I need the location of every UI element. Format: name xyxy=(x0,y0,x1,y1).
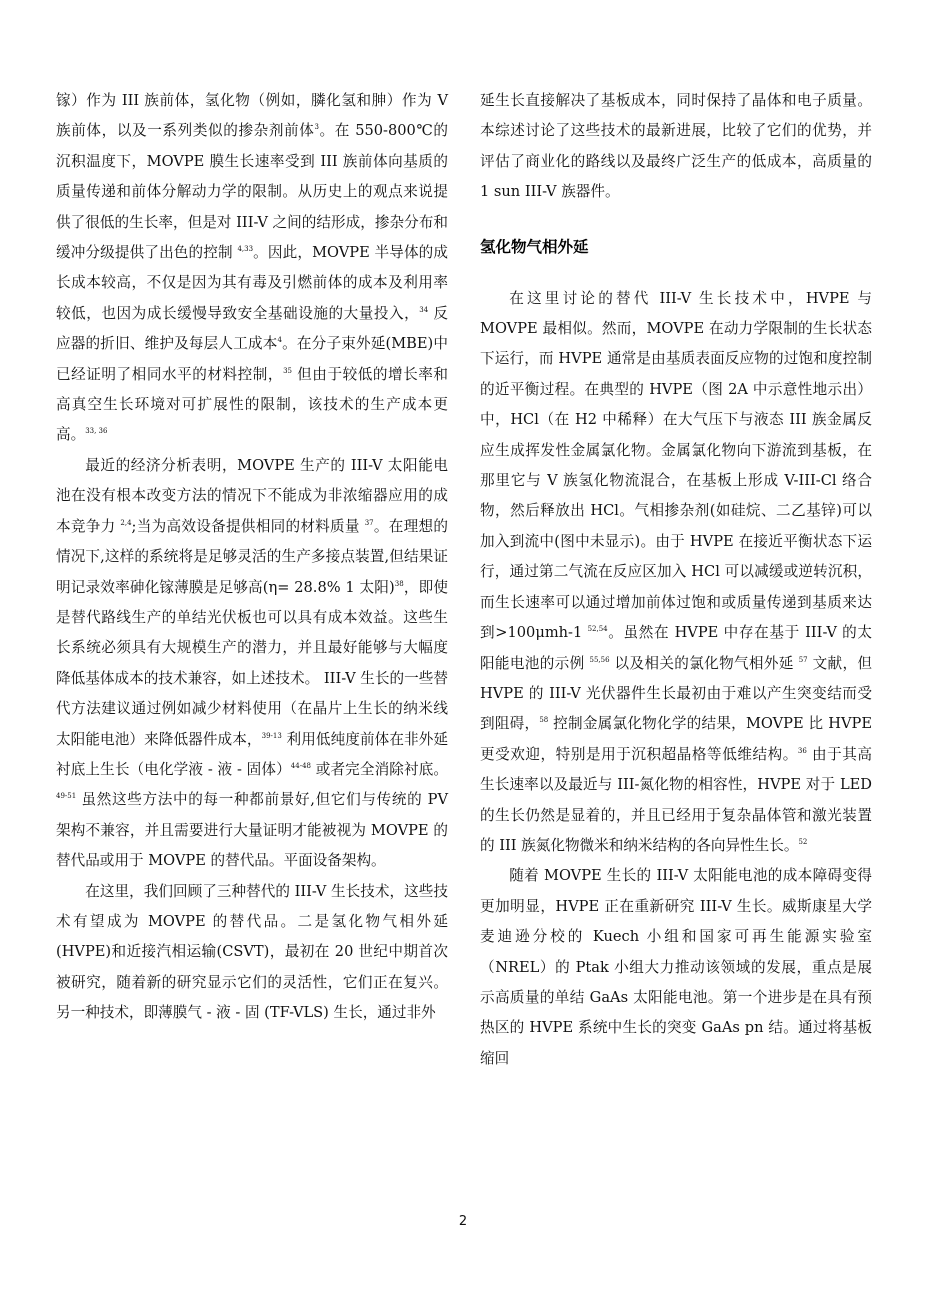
citation-ref: 44-48 xyxy=(290,761,311,770)
citation-ref: 4,33 xyxy=(237,245,254,254)
paragraph: 延生长直接解决了基板成本，同时保持了晶体和电子质量。本综述讨论了这些技术的最新进展，比较了它们的优势，并评估了商业化的路线以及最终广泛生产的低成本，高质量的 1 sun III-V 族器件。 xyxy=(480,92,872,201)
citation-ref: 55,56 xyxy=(589,655,610,664)
citation-ref: 35 xyxy=(283,366,292,375)
page-number: 2 xyxy=(458,1214,468,1229)
citation-ref: 33, 36 xyxy=(85,427,108,436)
citation-ref: 52 xyxy=(798,837,808,846)
citation-ref: 39-13 xyxy=(261,731,282,740)
citation-ref: 52,54 xyxy=(587,625,608,634)
left-column xyxy=(56,86,448,1029)
right-column xyxy=(480,86,872,1074)
paragraph: 最近的经济分析表明，MOVPE 生产的 III-V 太阳能电池在没有根本改变方法的情况下不能成为非浓缩器应用的成本竞争力 $^{2,4}$;当为高效设备提供相同的材料质量 $^{37}$。在理想的情况下,这样的系统将是足够灵活的生产多接点装置,但结果证明记录效率砷化镓薄膜是足够高(η= 28.8% 1 太阳)$^{38}$，即使是替代路线生产的单结光伏板也可以具有成本效益。这些生长系统必须具有大规模生产的潜力，并且最好能够与大幅度降低基体成本的技术兼容，如上述技术。 III-V 生长的一些替代方法建议通过例如减少材料使用（在晶片上生长的纳米线太阳能电池）来降低器件成本，$^{39-13}$ 利用低纯度前体在非外延衬底上生长（电化学液 - 液 - 固体）$^{44-48}$ 或者完全消除衬底。$^{49-51}$ 虽然这些方法中的每一种都前景好,但它们与传统的 PV 架构不兼容，并且需要进行大量证明才能被视为 MOVPE 的替代品或用于 MOVPE 的替代品。平面设备架构。 xyxy=(56,456,448,870)
citation-ref: 3 xyxy=(314,123,319,132)
citation-ref: 4 xyxy=(277,336,282,345)
citation-ref: 58 xyxy=(539,716,549,725)
citation-ref: 2,4 xyxy=(120,518,132,527)
paragraph: 镓）作为 III 族前体，氢化物（例如，膦化氢和胂）作为 V 族前体，以及一系列类似的掺杂剂前体$^3$。在 550-800℃的沉积温度下，MOVPE 膜生长速率受到 III 族前体向基质的质量传递和前体分解动力学的限制。从历史上的观点来说提供了很低的生长率，但是对 III-V 之间的结形成，掺杂分布和缓冲分级提供了出色的控制 $^{4,33}$。因此，MOVPE 半导体的成长成本较高，不仅是因为其有毒及引燃前体的成本及利用率较低，也因为成长缓慢导致安全基础设施的大量投入，$^{34}$ 反应器的折旧、维护及每层人工成本$^4$。在分子束外延(MBE)中已经证明了相同水平的材料控制，$^{35}$ 但由于较低的增长率和高真空生长环境对可扩展性的限制，该技术的生产成本更高。$^{33, 36}$ xyxy=(56,92,448,444)
citation-ref: 49-51 xyxy=(56,792,77,801)
citation-ref: 34 xyxy=(419,305,429,314)
citation-ref: 57 xyxy=(798,655,808,664)
paragraph: 在这里，我们回顾了三种替代的 III-V 生长技术，这些技术有望成为 MOVPE 的替代品。二是氢化物气相外延(HVPE)和近接汽相运输(CSVT)，最初在 20 世纪中期首次被研究，随着新的研究显示它们的灵活性，它们正在复兴。另一种技术，即薄膜气 - 液 - 固 (TF-VLS) 生长，通过非外 xyxy=(56,882,448,1022)
citation-ref: 38 xyxy=(394,579,404,588)
paragraph: 在这里讨论的替代 III-V 生长技术中，HVPE 与 MOVPE 最相似。然而，MOVPE 在动力学限制的生长状态下运行，而 HVPE 通常是由基质表面反应物的过饱和度控制的近平衡过程。在典型的 HVPE（图 2A 中示意性地示出）中，HCl（在 H2 中稀释）在大气压下与液态 III 族金属反应生成挥发性金属氯化物。金属氯化物向下游流到基板，在那里它与 V 族氢化物流混合，在基板上形成 V-III-Cl 络合物，然后释放出 HCl。气相掺杂剂(如硅烷、二乙基锌)可以加入到流中(图中未显示)。由于 HVPE 在接近平衡状态下运行，通过第二气流在反应区加入 HCl 可以减缓或逆转沉积，而生长速率可以通过增加前体过饱和或质量传递到基质来达到>100μmh-1 $^{52,54}$。虽然在 HVPE 中存在基于 III-V 的太阳能电池的示例 $^{55,56}$ 以及相关的氯化物气相外延 $^{57}$ 文献，但 HVPE 的 III-V 光伏器件生长最初由于难以产生突变结而受到阻碍，$^{58}$ 控制金属氯化物化学的结果，MOVPE 比 HVPE 更受欢迎，特别是用于沉积超晶格等低维结构。$^{36}$ 由于其高生长速率以及最近与 III-氮化物的相容性，HVPE 对于 LED 的生长仍然是显着的，并且已经用于复杂晶体管和激光装置的 III 族氮化物微米和纳米结构的各向异性生长。$^{52}$ xyxy=(480,289,873,854)
paragraph: 随着 MOVPE 生长的 III-V 太阳能电池的成本障碍变得更加明显，HVPE 正在重新研究 III-V 生长。威斯康星大学麦迪逊分校的 Kuech 小组和国家可再生能源实验室（NREL）的 Ptak 小组大力推动该领域的发展，重点是展示高质量的单结 GaAs 太阳能电池。第一个进步是在具有预热区的 HVPE 系统中生长的突变 GaAs pn 结。通过将基板缩回 xyxy=(480,867,872,1067)
citation-ref: 37 xyxy=(364,518,374,527)
citation-ref: 36 xyxy=(797,746,807,755)
section-heading: 氢化物气相外延 xyxy=(480,237,589,256)
